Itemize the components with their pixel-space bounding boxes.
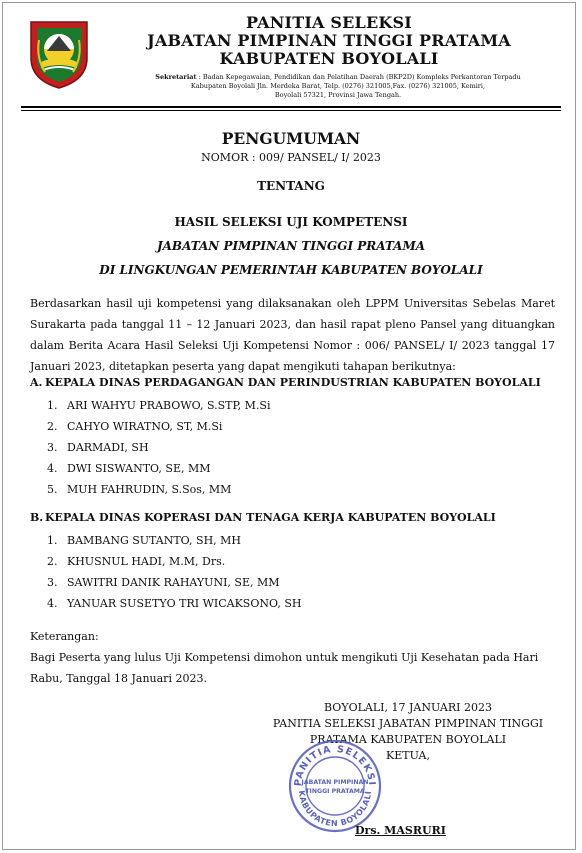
stamp-center-1: JABATAN PIMPINAN [301,779,369,786]
candidate-name: CAHYO WIRATNO, ST, M.Si [67,420,223,433]
subject-line-3: DI LINGKUNGAN PEMERINTAH KABUPATEN BOYOLALI [99,263,483,277]
candidate-name: KHUSNUL HADI, M.M, Drs. [67,555,226,568]
list-number: 5. [47,483,58,496]
list-number: 3. [47,441,58,454]
list-item [47,593,301,614]
signatory-name: Drs. MASRURI [355,824,446,837]
list-item [47,551,301,572]
committee-line-1: PANITIA SELEKSI JABATAN PIMPINAN TINGGI [272,717,544,730]
section-b-heading [30,511,496,524]
secretariat-line-1: : Badan Kepegawaian, Pendidikan dan Pelatihan Daerah (BKP2D) Kompleks Perkantoran Terpadu [198,73,521,81]
letterhead-line-2: JABATAN PIMPINAN TINGGI PRATAMA [147,31,511,50]
note-label: Keterangan: [30,630,99,643]
list-number: 2. [47,555,58,568]
secretariat-address [123,73,553,100]
candidate-name: ARI WAHYU PRABOWO, S.STP, M.Si [67,399,271,412]
section-b-title: KEPALA DINAS KOPERASI DAN TENAGA KERJA KABUPATEN BOYOLALI [45,511,496,524]
letterhead-line-1: PANITIA SELEKSI [246,13,412,32]
stamp-bottom-text: KABUPATEN BOYOLALI [296,789,374,829]
secretariat-line-3: Boyolali 57321, Provinsi Jawa Tengah. [274,91,402,99]
section-a-heading [30,376,541,389]
secretariat-line-2: Kabupaten Boyolali Jln. Merdeka Barat, Telp. (0276) 321005,Fax. (0276) 321005, Kemiri, [190,82,486,90]
list-item [47,458,271,479]
candidate-name: SAWITRI DANIK RAHAYUNI, SE, MM [67,576,280,589]
section-b-letter: B. [30,511,44,524]
place-date: BOYOLALI, 17 JANUARI 2023 [324,701,492,714]
list-number: 4. [47,597,58,610]
section-a-title: KEPALA DINAS PERDAGANGAN DAN PERINDUSTRIAN KABUPATEN BOYOLALI [45,376,541,389]
candidate-name: BAMBANG SUTANTO, SH, MH [67,534,242,547]
candidate-name: MUH FAHRUDIN, S.Sos, MM [67,483,232,496]
note-text: Bagi Peserta yang lulus Uji Kompetensi dimohon untuk mengikuti Uji Kesehatan pada Hari Rabu, Tanggal 18 Januari 2023. [30,651,539,685]
document-page [2,2,576,850]
section-b-list [47,530,301,614]
boyolali-regency-emblem-icon [27,18,91,90]
list-number: 1. [47,534,58,547]
section-a-letter: A. [30,376,43,389]
candidate-name: DARMADI, SH [67,441,149,454]
letterhead-divider-thin [21,110,561,111]
list-item [47,572,301,593]
signatory-role: KETUA, [386,749,430,762]
list-number: 1. [47,399,58,412]
candidate-name: DWI SISWANTO, SE, MM [67,462,211,475]
list-item [47,530,301,551]
letterhead-title [99,14,559,68]
stamp-center-2: TINGGI PRATAMA [305,788,365,795]
intro-paragraph: Berdasarkan hasil uji kompetensi yang dilaksanakan oleh LPPM Universitas Sebelas Maret Surakarta pada tanggal 11 – 12 Januari 2023, dan hasil rapat pleno Pansel yang dituangkan dalam Berita Acara Hasil Seleksi Uji Kompetensi Nomor : 006/ PANSEL/ I/ 2023 tanggal 17 Januari 2023, ditetapkan peserta yang dapat mengikuti tahapan berikutnya: [30,297,555,373]
section-a-list [47,395,271,500]
secretariat-label: Sekretariat [155,73,197,81]
list-item [47,437,271,458]
subject-line-2: JABATAN PIMPINAN TINGGI PRATAMA [156,239,426,253]
note-block [30,626,555,689]
list-item [47,479,271,500]
letterhead-line-3: KABUPATEN BOYOLALI [219,49,439,68]
official-stamp-icon [287,738,383,834]
committee-line-2: PRATAMA KABUPATEN BOYOLALI [309,733,507,746]
subject-line-1: HASIL SELEKSI UJI KOMPETENSI [174,215,408,229]
list-item [47,416,271,437]
list-number: 3. [47,576,58,589]
stamp-top-text: PANITIA SELEKSI [292,743,378,787]
announcement-number: NOMOR : 009/ PANSEL/ I/ 2023 [201,151,381,164]
letterhead-divider-thick [21,106,561,108]
list-item [47,395,271,416]
candidate-name: YANUAR SUSETYO TRI WICAKSONO, SH [67,597,302,610]
list-number: 2. [47,420,58,433]
announcement-title: PENGUMUMAN [221,129,361,148]
about-label: TENTANG [257,179,325,193]
list-number: 4. [47,462,58,475]
